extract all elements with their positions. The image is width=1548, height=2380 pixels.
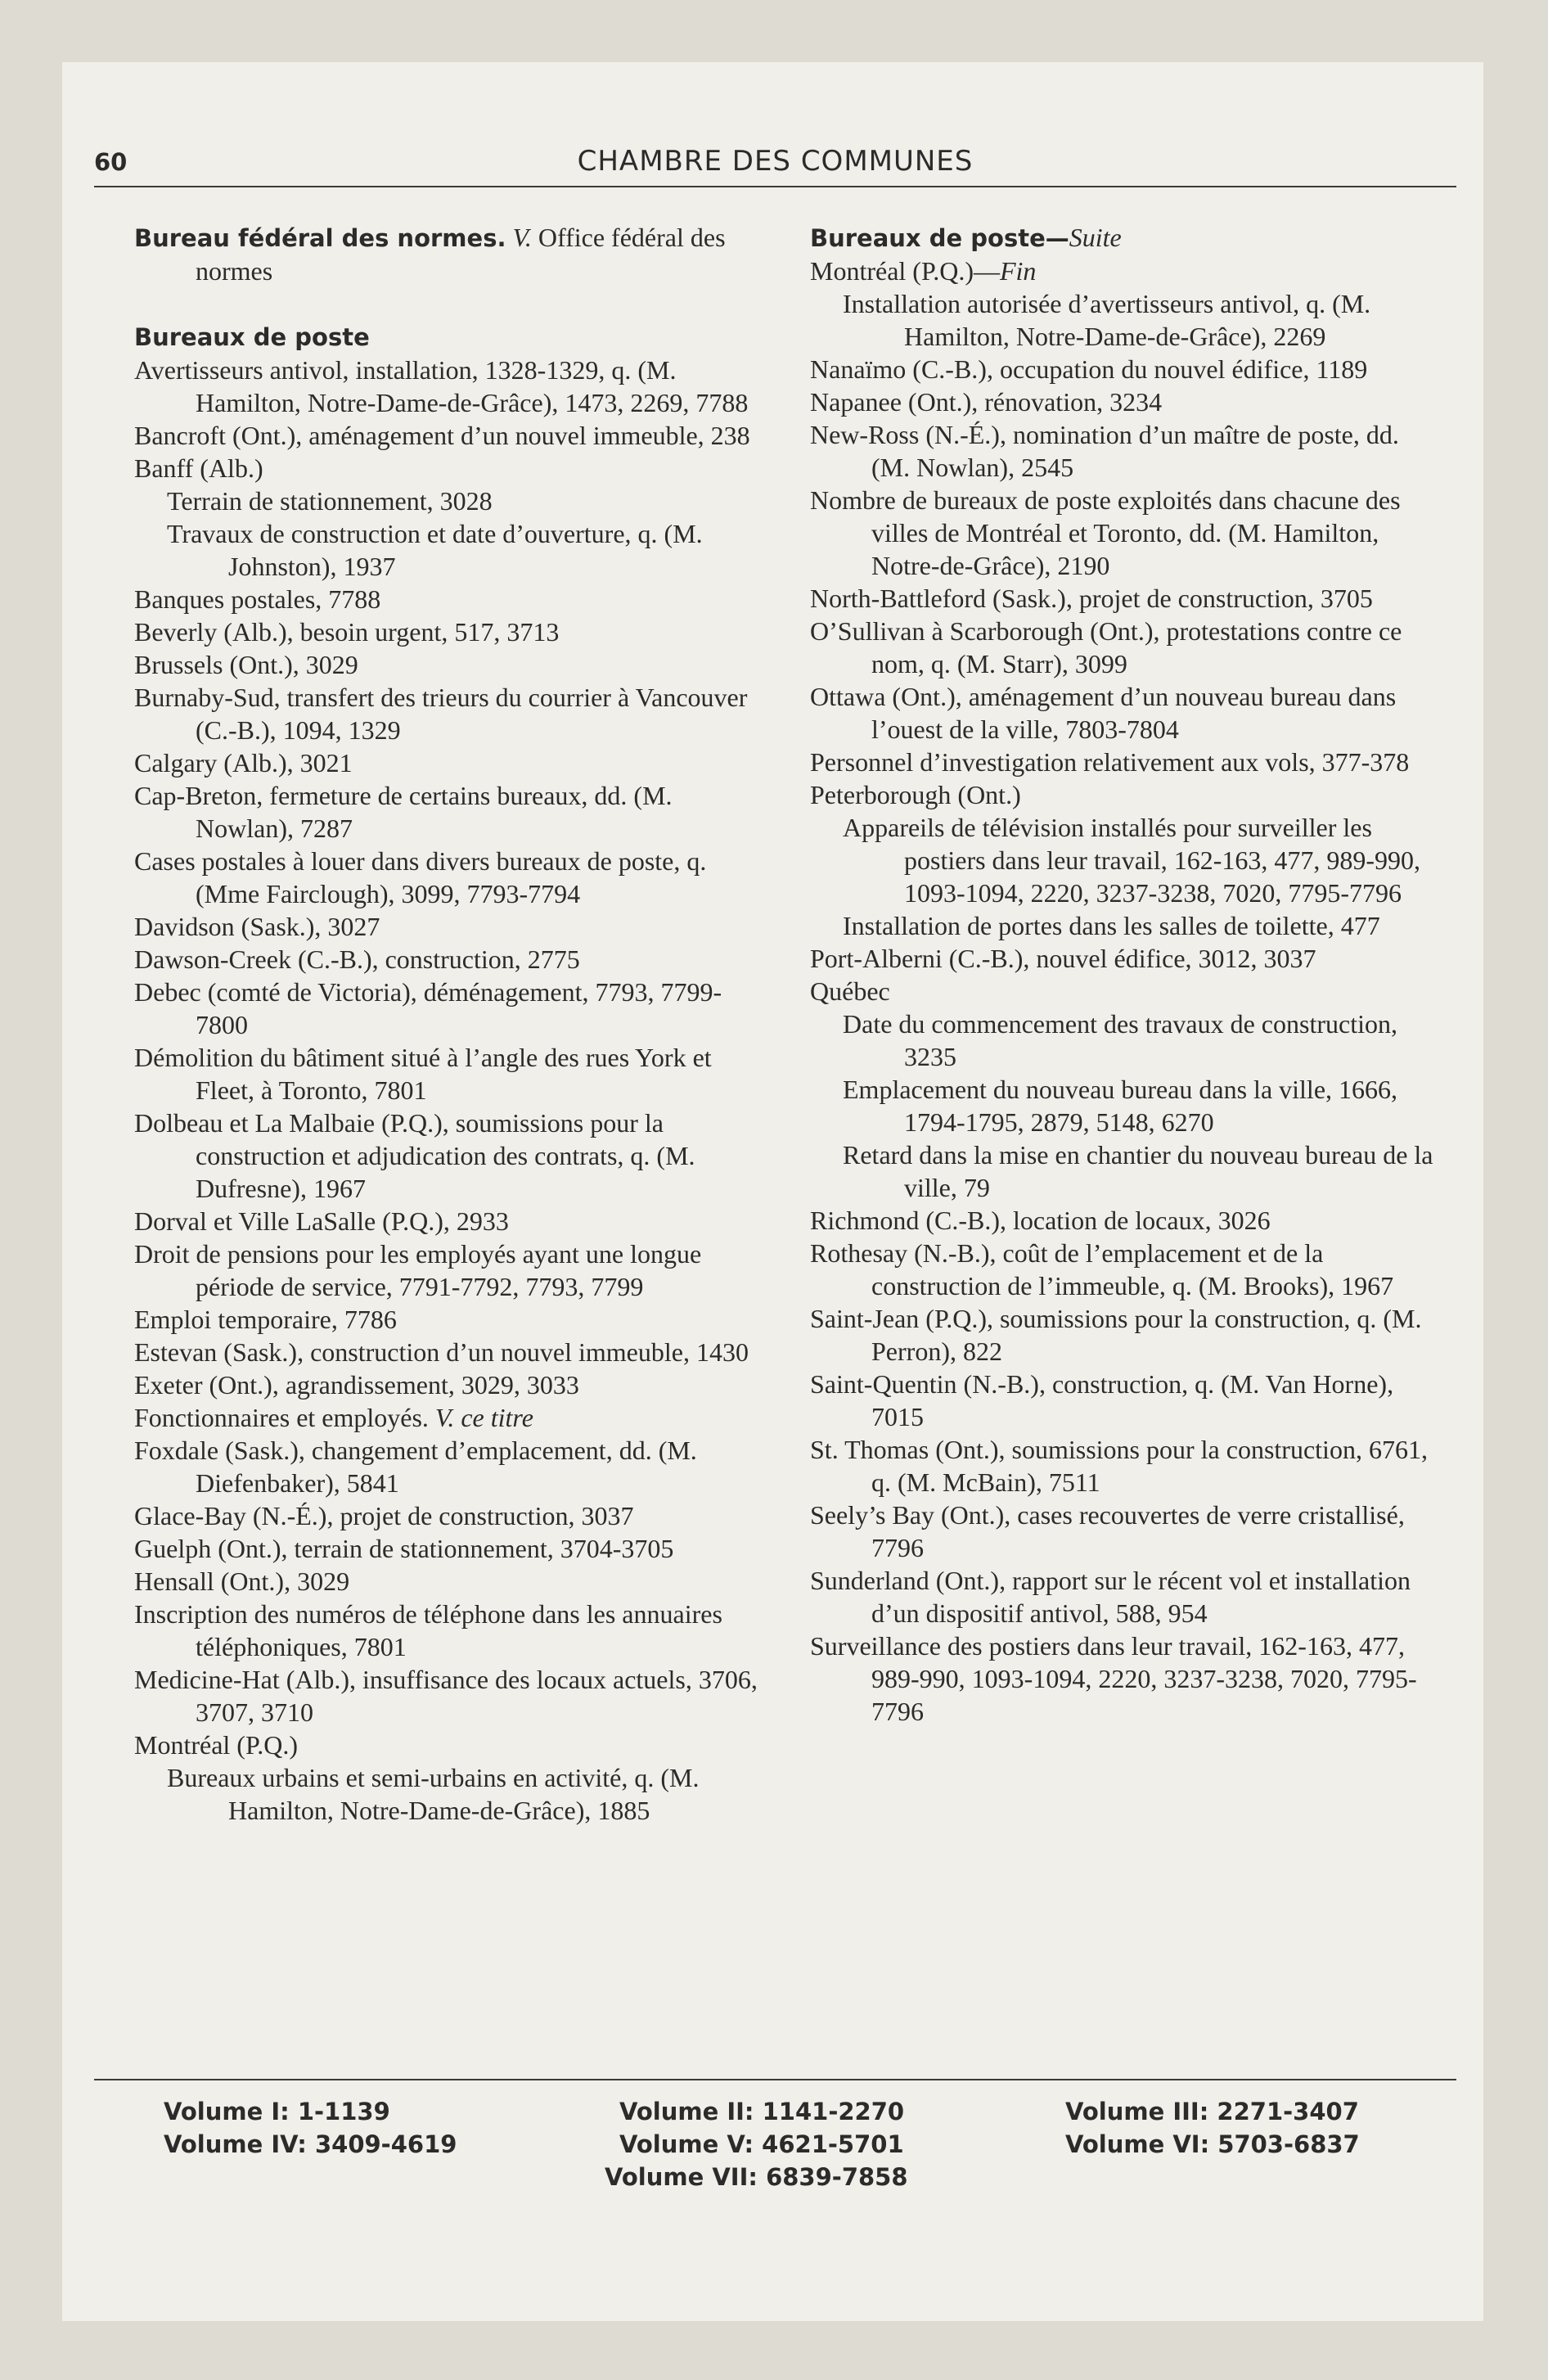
index-entry: Surveillance des postiers dans leur travail, 162-163, 477, 989-990, 1093-1094, 2220, 3237-3238, 7020, 7795-7796 [810,1631,1417,1726]
index-entry: Rothesay (N.-B.), coût de l’emplacement et de la construction de l’immeuble, q. (M. Brooks), 1967 [810,1238,1394,1300]
index-entry: Seely’s Bay (Ont.), cases recouvertes de verre cristallisé, 7796 [810,1500,1405,1562]
continued-label: Suite [1069,223,1122,252]
footer-rule [94,2079,1456,2080]
heading-rest: Office fédéral des normes [196,223,726,286]
index-entry: Démolition du bâtiment situé à l’angle des rues York et Fleet, à Toronto, 7801 [134,1043,712,1105]
index-entry: Burnaby-Sud, transfert des trieurs du courrier à Vancouver (C.-B.), 1094, 1329 [134,683,748,745]
index-entry: Glace-Bay (N.-É.), projet de construction, 3037 [134,1501,634,1530]
index-entry: Bancroft (Ont.), aménagement d’un nouvel immeuble, 238 [134,421,750,450]
index-entry: Peterborough (Ont.) [810,780,1021,809]
index-entry: Nanaïmo (C.-B.), occupation du nouvel édifice, 1189 [810,354,1368,384]
volume-range: Volume I: 1-1139 [164,2098,390,2125]
index-entry: Banff (Alb.) [134,453,263,483]
index-heading-normes [134,221,763,287]
entry-text: Montréal (P.Q.)— [810,256,1000,286]
index-entry: Hensall (Ont.), 3029 [134,1566,350,1596]
index-entry: Sunderland (Ont.), rapport sur le récent vol et installation d’un dispositif antivol, 588, 954 [810,1566,1411,1628]
right-column [810,221,1438,1728]
end-label: Fin [999,256,1037,286]
index-subentry: Date du commencement des travaux de construction, 3235 [843,1009,1397,1071]
index-entry: Richmond (C.-B.), location de locaux, 3026 [810,1206,1271,1235]
index-entry: Beverly (Alb.), besoin urgent, 517, 3713 [134,617,560,647]
index-entry: Medicine-Hat (Alb.), insuffisance des locaux actuels, 3706, 3707, 3710 [134,1665,758,1727]
index-entry: Montréal (P.Q.) [134,1730,298,1760]
index-subentry: Travaux de construction et date d’ouverture, q. (M. Johnston), 1937 [167,519,703,581]
index-subentry: Retard dans la mise en chantier du nouveau bureau de la ville, 79 [843,1140,1433,1202]
index-entry: Ottawa (Ont.), aménagement d’un nouveau bureau dans l’ouest de la ville, 7803-7804 [810,682,1397,744]
index-entry: Debec (comté de Victoria), déménagement, 7793, 7799-7800 [134,977,722,1039]
index-entry: Avertisseurs antivol, installation, 1328-1329, q. (M. Hamilton, Notre-Dame-de-Grâce), 1473, 2269, 7788 [134,355,749,417]
index-entry: Davidson (Sask.), 3027 [134,912,380,941]
index-entry: Québec [810,976,890,1006]
running-title: CHAMBRE DES COMMUNES [577,145,974,178]
index-entry: Brussels (Ont.), 3029 [134,650,358,679]
index-entry: Nombre de bureaux de poste exploités dans chacune des villes de Montréal et Toronto, dd. (M. Hamilton, Notre-de-Grâce), 2190 [810,485,1401,580]
index-heading-continued [810,221,1438,255]
see-reference: V. ce titre [434,1403,533,1432]
index-entry: Dawson-Creek (C.-B.), construction, 2775 [134,944,580,974]
index-entry: Emploi temporaire, 7786 [134,1305,397,1334]
index-subentry: Terrain de stationnement, 3028 [167,486,493,516]
index-entry: Port-Alberni (C.-B.), nouvel édifice, 3012, 3037 [810,944,1316,973]
index-entry: Napanee (Ont.), rénovation, 3234 [810,387,1163,417]
see-reference: V. [512,223,532,252]
volume-range: Volume II: 1141-2270 [619,2098,905,2125]
index-entry: Dolbeau et La Malbaie (P.Q.), soumissions pour la construction et adjudication des contrats, q. (M. Dufresne), 1967 [134,1108,695,1203]
index-entry: North-Battleford (Sask.), projet de construction, 3705 [810,584,1373,613]
index-entry: Estevan (Sask.), construction d’un nouvel immeuble, 1430 [134,1337,749,1367]
entry-text: Fonctionnaires et employés. [134,1403,429,1432]
heading-bold-text: Bureau fédéral des normes. [134,224,506,252]
index-subentry: Emplacement du nouveau bureau dans la ville, 1666, 1794-1795, 2879, 5148, 6270 [843,1075,1398,1137]
index-subentry: Installation de portes dans les salles de toilette, 477 [843,911,1380,940]
volume-range: Volume VII: 6839-7858 [605,2163,908,2191]
index-entry: Droit de pensions pour les employés ayant une longue période de service, 7791-7792, 7793, 7799 [134,1239,702,1301]
index-entry: Inscription des numéros de téléphone dans les annuaires téléphoniques, 7801 [134,1599,722,1661]
index-entry: Saint-Jean (P.Q.), soumissions pour la construction, q. (M. Perron), 822 [810,1304,1422,1366]
index-entry: O’Sullivan à Scarborough (Ont.), protestations contre ce nom, q. (M. Starr), 3099 [810,616,1402,678]
index-entry: Dorval et Ville LaSalle (P.Q.), 2933 [134,1206,509,1236]
index-subentry: Appareils de télévision installés pour surveiller les postiers dans leur travail, 162-163, 477, 989-990, 1093-1094, 2220, 3237-3238, 7020, 7795-7796 [843,813,1420,908]
volume-range: Volume V: 4621-5701 [619,2130,904,2158]
index-entry [810,255,1438,287]
heading-bold-text: Bureaux de poste— [810,224,1069,252]
index-entry-cross-reference [134,1401,763,1434]
spacer [134,287,763,320]
index-entry: Personnel d’investigation relativement aux vols, 377-378 [810,747,1410,777]
index-entry: New-Ross (N.-É.), nomination d’un maître de poste, dd. (M. Nowlan), 2545 [810,420,1399,482]
index-entry: Cases postales à louer dans divers bureaux de poste, q. (Mme Fairclough), 3099, 7793-7794 [134,846,707,908]
page-header [94,143,1456,187]
index-subentry: Bureaux urbains et semi-urbains en activité, q. (M. Hamilton, Notre-Dame-de-Grâce), 1885 [167,1763,700,1825]
index-heading-bureaux-de-poste [134,320,763,354]
heading-bold-text: Bureaux de poste [134,323,370,351]
index-entry: Banques postales, 7788 [134,584,381,614]
index-entry: Cap-Breton, fermeture de certains bureaux, dd. (M. Nowlan), 7287 [134,781,673,843]
volume-range: Volume IV: 3409-4619 [164,2130,457,2158]
index-entry: Foxdale (Sask.), changement d’emplacement, dd. (M. Diefenbaker), 5841 [134,1436,697,1498]
index-entry: St. Thomas (Ont.), soumissions pour la construction, 6761, q. (M. McBain), 7511 [810,1435,1428,1497]
index-entry: Calgary (Alb.), 3021 [134,748,353,778]
index-entry: Guelph (Ont.), terrain de stationnement, 3704-3705 [134,1534,674,1563]
index-entry: Exeter (Ont.), agrandissement, 3029, 3033 [134,1370,579,1400]
page-number: 60 [94,148,128,176]
index-entry: Saint-Quentin (N.-B.), construction, q. (M. Van Horne), 7015 [810,1369,1394,1431]
index-subentry: Installation autorisée d’avertisseurs antivol, q. (M. Hamilton, Notre-Dame-de-Grâce), 2269 [843,289,1371,351]
volume-range: Volume III: 2271-3407 [1065,2098,1359,2125]
left-column [134,221,763,1827]
volume-range: Volume VI: 5703-6837 [1065,2130,1360,2158]
